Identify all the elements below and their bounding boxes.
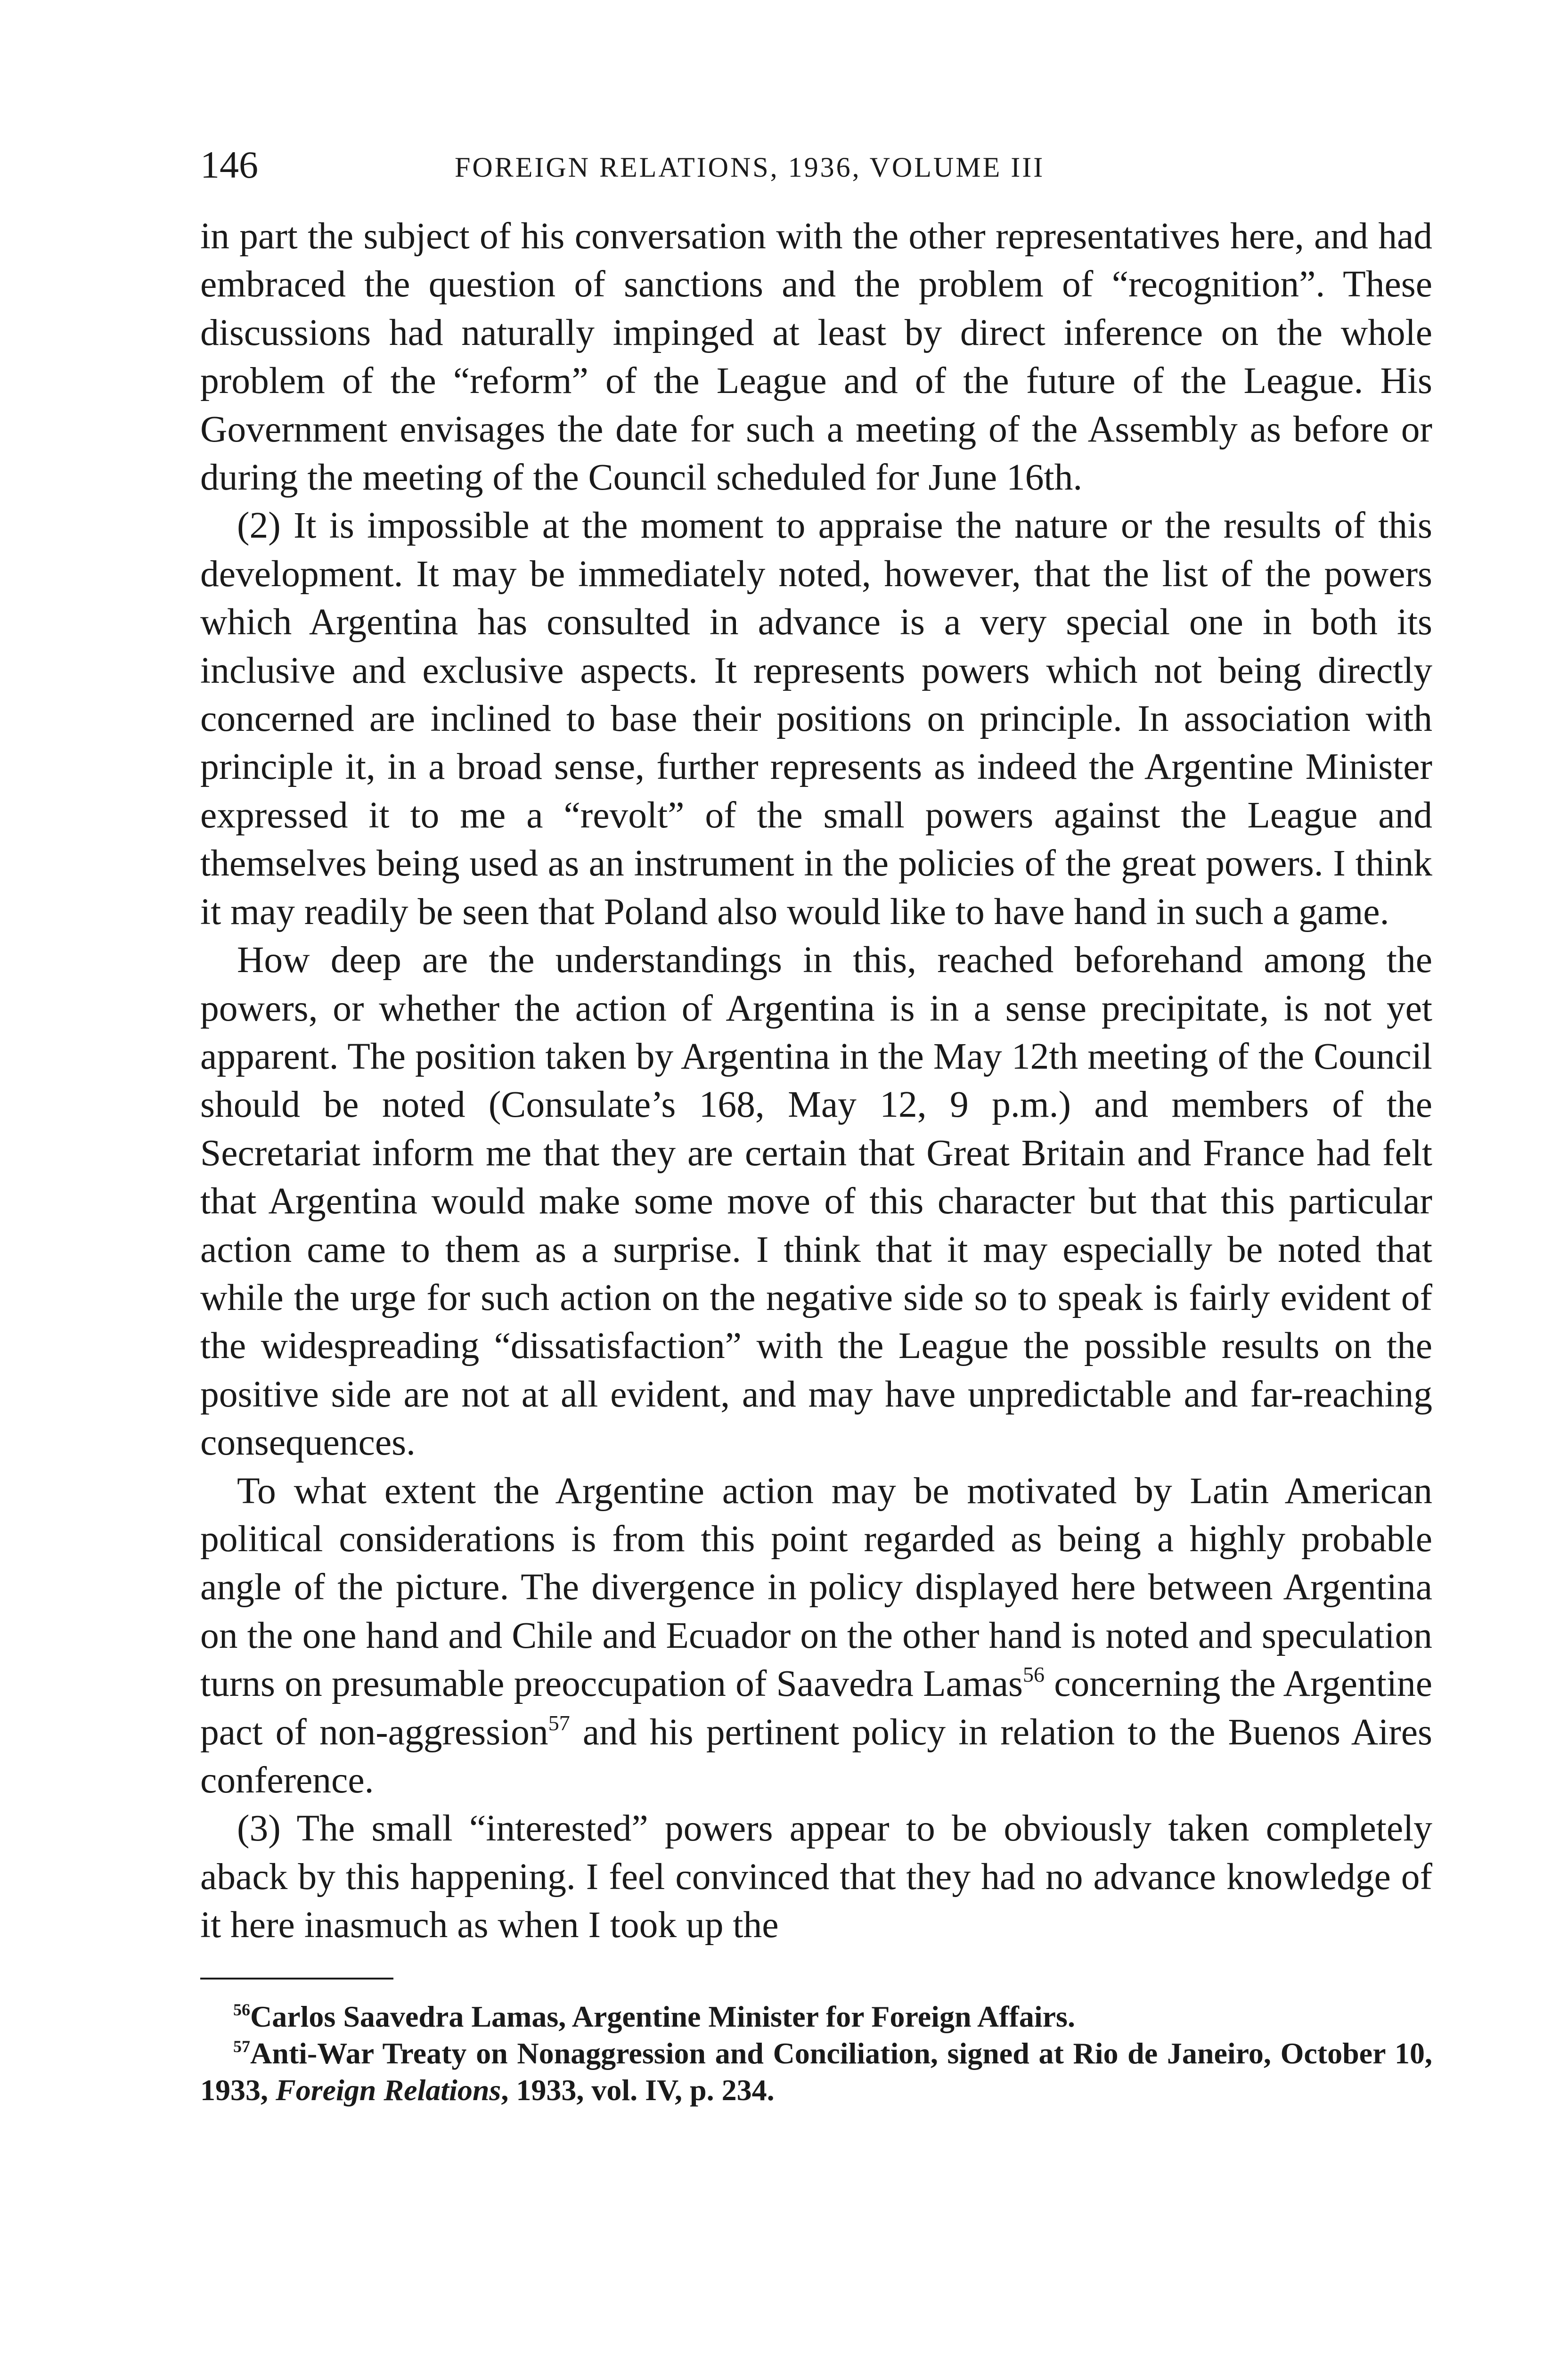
paragraph-5: (3) The small “interested” powers appear to be obviously taken completely aback by this happening. I feel convinced that they had no advance knowledge of it here inasmuch as when I took up the xyxy=(200,1808,1432,1946)
running-head-title: FOREIGN RELATIONS, 1936, VOLUME III xyxy=(455,152,1045,183)
footnote-ref-56: 56 xyxy=(1023,1662,1045,1687)
footnote-ref-57: 57 xyxy=(548,1710,570,1735)
paragraph-4-text-a: To what extent the Argentine action may be motivated by Latin American political considerations is from this point regarded as being a highly probable angle of the picture. The divergence in policy displayed here between Argentina on the one hand and Chile and Ecuador on the other hand is noted and speculation turns on presumable preoccupation of Saavedra Lamas xyxy=(200,1470,1432,1705)
page-number: 146 xyxy=(200,143,258,186)
footnote-57 xyxy=(200,2035,1432,2109)
body-text xyxy=(200,212,1432,1949)
footnote-57-text-a: Anti-War Treaty on Nonaggression and Conciliation, signed at Rio de Janeiro, October 10, 1933, xyxy=(200,2036,1432,2107)
footnote-56-number: 56 xyxy=(233,2000,250,2019)
paragraph-1: in part the subject of his conversation with the other representatives here, and had embraced the question of sanctions and the problem of “recognition”. These discussions had naturally impinged at least by direct inference on the whole problem of the “reform” of the League and of the future of the League. His Government envisages the date for such a meeting of the Assembly as before or during the meeting of the Council scheduled for June 16th. xyxy=(200,215,1432,499)
footnote-57-title: Foreign Relations xyxy=(276,2073,501,2107)
paragraph-4 xyxy=(200,1467,1432,1805)
footnote-57-text-b: , 1933, vol. IV, p. 234. xyxy=(501,2073,775,2107)
footnote-57-number: 57 xyxy=(233,2037,250,2056)
footnote-56-text: Carlos Saavedra Lamas, Argentine Minister for Foreign Affairs. xyxy=(250,1999,1075,2033)
document-page xyxy=(200,141,1432,2109)
footnotes xyxy=(200,1998,1432,2109)
paragraph-4-text-c: and his pertinent policy in relation to the Buenos Aires conference. xyxy=(200,1711,1432,1801)
running-head xyxy=(200,141,1432,198)
paragraph-4-text-b: concerning the Argentine pact of non-aggression xyxy=(200,1663,1432,1753)
paragraph-3: How deep are the understandings in this, reached beforehand among the powers, or whether the action of Argentina is in a sense precipitate, is not yet apparent. The position taken by Argentina in the May 12th meeting of the Council should be noted (Consulate’s 168, May 12, 9 p.m.) and members of the Secretariat inform me that they are certain that Great Britain and France had felt that Argentina would make some move of this character but that this particular action came to them as a surprise. I think that it may especially be noted that while the urge for such action on the negative side so to speak is fairly evident of the widespreading “dissatisfaction” with the League the possible results on the positive side are not at all evident, and may have unpredictable and far-reaching consequences. xyxy=(200,939,1432,1464)
paragraph-2: (2) It is impossible at the moment to appraise the nature or the results of this development. It may be immediately noted, however, that the list of the powers which Argentina has consulted in advance is a very special one in both its inclusive and exclusive aspects. It represents powers which not being directly concerned are inclined to base their positions on principle. In association with principle it, in a broad sense, further represents as indeed the Argentine Minister expressed it to me a “revolt” of the small powers against the League and themselves being used as an instrument in the policies of the great powers. I think it may readily be seen that Poland also would like to have hand in such a game. xyxy=(200,505,1432,933)
footnote-56 xyxy=(200,1998,1432,2035)
footnote-divider xyxy=(200,1978,393,1980)
